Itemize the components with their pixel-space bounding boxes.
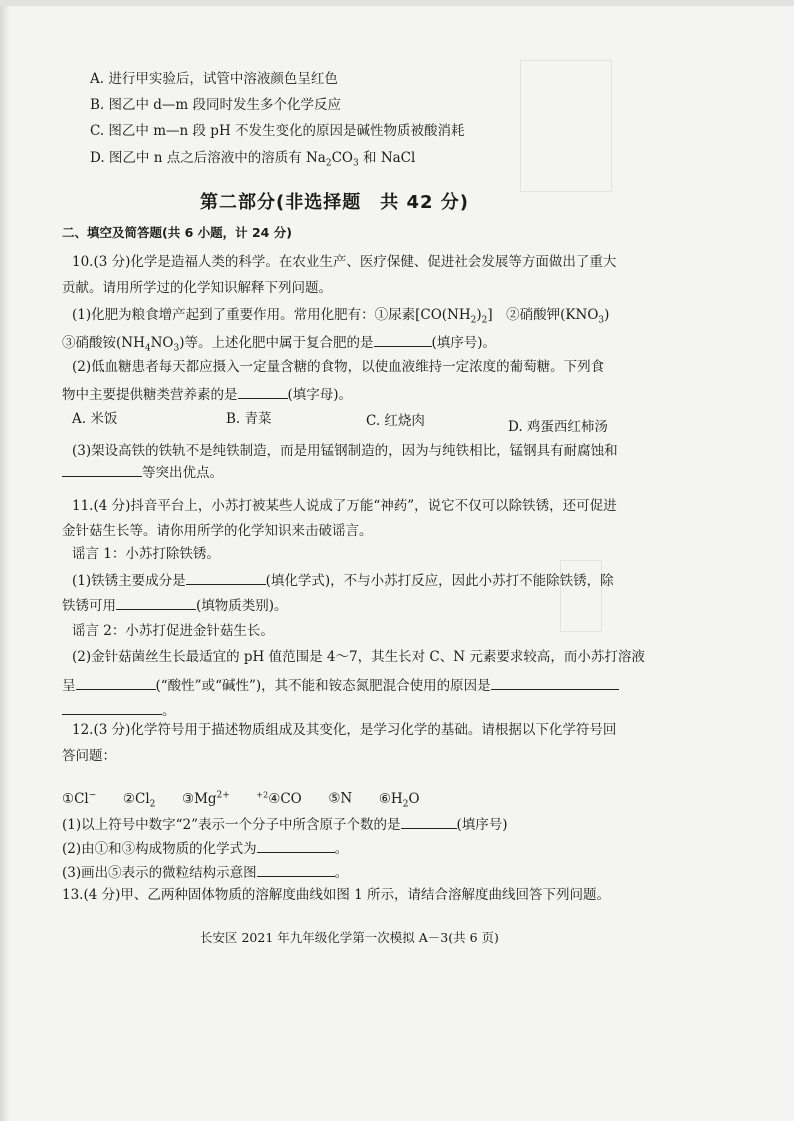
- q11-answer-blank-1[interactable]: [186, 570, 266, 585]
- q10-line6: [62, 384, 352, 404]
- q12-l6b: 。: [334, 865, 349, 881]
- q12-answer-blank-3[interactable]: [257, 862, 335, 877]
- q11-l4b: (填化学式)，不与小苏打反应，因此小苏打不能除铁锈，除: [265, 573, 614, 589]
- q10-l3b: ): [476, 307, 482, 323]
- q12-line2: 答问题：: [62, 748, 116, 764]
- option-d-pre: D. 图乙中 n 点之后溶液中的溶质有 Na: [90, 150, 326, 166]
- q10-line2: 贡献。请用所学过的化学知识解释下列问题。: [62, 280, 332, 296]
- option-c: C. 图乙中 m—n 段 pH 不发生变化的原因是碱性物质被酸消耗: [90, 123, 465, 139]
- q10-option-a: A. 米饭: [72, 411, 118, 427]
- symbol-2: $②Cl_2$: [122, 790, 156, 810]
- q11-l5a: 铁锈可用: [62, 598, 116, 614]
- q10-l4c: )等。上述化肥中属于复合肥的是: [179, 335, 374, 351]
- q10-l3d: ): [604, 307, 610, 323]
- q11-rumor2: 谣言 2：小苏打促进金针菇生长。: [72, 623, 274, 639]
- symbol-5: ⑤N: [328, 790, 353, 807]
- q10-l9: 等突出优点。: [142, 465, 223, 481]
- q10-option-b: B. 青菜: [226, 411, 272, 427]
- q11-l4a: (1)铁锈主要成分是: [72, 573, 186, 589]
- q10-option-d: D. 鸡蛋西红柿汤: [508, 419, 608, 435]
- q11-line1: 11.(4 分)抖音平台上，小苏打被某些人说成了万能“神药”，说它不仅可以除铁锈，还可促进: [72, 498, 617, 514]
- symbol-3: $③Mg^{2+}$: [181, 790, 230, 807]
- q10-l4d: (填序号)。: [431, 335, 497, 351]
- q12-line6: [62, 862, 348, 882]
- q12-l5a: (2)由①和③构成物质的化学式为: [62, 841, 257, 857]
- q12-l6a: (3)画出⑤表示的微粒结构示意图: [62, 865, 257, 881]
- q10-l4s2: 3: [173, 343, 180, 354]
- symbol-4: $^{+2}$④CO: [256, 790, 302, 807]
- q11-line5: [62, 595, 288, 615]
- q10-line8: (3)架设高铁的铁轨不是纯铁制造，而是用锰钢制造的，因为与纯铁相比，锰钢具有耐腐蚀和: [72, 443, 618, 459]
- q11-answer-blank-4[interactable]: [491, 675, 619, 690]
- q12-line5: [62, 838, 348, 858]
- option-d-post: 和 NaCl: [358, 150, 416, 166]
- q12-line1: 12.(3 分)化学符号用于描述物质组成及其变化，是学习化学的基础。请根据以下化学符号回: [72, 722, 617, 738]
- option-b: B. 图乙中 d—m 段同时发生多个化学反应: [90, 97, 342, 113]
- q10-line1: 10.(3 分)化学是造福人类的科学。在农业生产、医疗保健、促进社会发展等方面做出了重大: [72, 254, 617, 270]
- scan-edge-top: [0, 0, 794, 6]
- q11-l9: 。: [162, 703, 176, 719]
- q10-l6b: (填字母)。: [287, 387, 353, 403]
- page-footer: 长安区 2021 年九年级化学第一次模拟 A－3(共 6 页): [200, 930, 499, 945]
- q10-l3s3: 3: [598, 315, 605, 326]
- q10-line9: [62, 462, 223, 482]
- q10-option-c: C. 红烧肉: [366, 413, 425, 429]
- q12-answer-blank-2[interactable]: [257, 838, 335, 853]
- q10-l3c: ] ②硝酸钾(KNO: [487, 307, 599, 323]
- scan-edge-left: [0, 0, 10, 1121]
- q10-l3s1: 2: [470, 315, 477, 326]
- q10-l4b: NO: [150, 335, 174, 351]
- option-d: [90, 149, 415, 173]
- q11-line9: [62, 700, 176, 720]
- bleed-through-figure: [520, 60, 612, 192]
- q12-answer-blank-1[interactable]: [401, 814, 457, 829]
- option-a: A. 进行甲实验后，试管中溶液颜色呈红色: [90, 71, 338, 87]
- q11-rumor1: 谣言 1：小苏打除铁锈。: [72, 546, 220, 562]
- q10-l4s1: 4: [144, 343, 151, 354]
- q11-answer-blank-2[interactable]: [116, 595, 196, 610]
- q12-l4a: (1)以上符号中数字“2”表示一个分子中所含原子个数的是: [62, 817, 401, 833]
- q10-line4: [62, 332, 496, 358]
- q10-line3: [72, 306, 609, 330]
- part-title: 第二部分(非选择题 共 42 分): [200, 192, 470, 213]
- q11-answer-blank-5[interactable]: [62, 700, 162, 715]
- q11-line8: [62, 675, 619, 695]
- q12-l5b: 。: [334, 841, 349, 857]
- q11-l8b: (“酸性”或“碱性”)，其不能和铵态氮肥混合使用的原因是: [155, 678, 491, 694]
- q12-symbols: [62, 786, 420, 813]
- q13-line1: 13.(4 分)甲、乙两种固体物质的溶解度曲线如图 1 所示，请结合溶解度曲线回答下列问题。: [62, 887, 611, 903]
- q11-line2: 金针菇生长等。请你用所学的化学知识来击破谣言。: [62, 523, 373, 539]
- q11-l5b: (填物质类别)。: [196, 598, 288, 614]
- q10-line5: (2)低血糖患者每天都应摄入一定量含糖的食物，以使血液维持一定浓度的葡萄糖。下列食: [72, 359, 605, 375]
- option-d-mid: CO: [331, 150, 353, 166]
- symbol-6: $⑥H_2O$: [378, 790, 420, 810]
- q10-answer-blank-3[interactable]: [62, 462, 142, 477]
- q10-answer-blank-2[interactable]: [238, 384, 288, 399]
- q10-l3s2: 2: [481, 315, 488, 326]
- option-d-sub2: 3: [353, 158, 359, 169]
- q11-l8a: 呈: [62, 678, 76, 694]
- q10-l6a: 物中主要提供糖类营养素的是: [62, 387, 238, 403]
- section-heading: 二、填空及简答题(共 6 小题，计 24 分): [62, 225, 292, 240]
- q10-l3a: (1)化肥为粮食增产起到了重要作用。常用化肥有：①尿素[CO(NH: [72, 307, 471, 323]
- q11-line4: [72, 570, 614, 590]
- q11-line7: (2)金针菇菌丝生长最适宜的 pH 值范围是 4～7，其生长对 C、N 元素要求较高，而小苏打溶液: [72, 649, 645, 665]
- q11-answer-blank-3[interactable]: [76, 675, 156, 690]
- option-d-sub: 2: [325, 158, 332, 169]
- q10-answer-blank-1[interactable]: [374, 332, 432, 347]
- symbol-1: ①Cl−: [62, 790, 97, 807]
- q12-l4b: (填序号): [456, 817, 508, 833]
- q10-l4a: ③硝酸铵(NH: [62, 335, 145, 351]
- q12-line4: [62, 814, 508, 834]
